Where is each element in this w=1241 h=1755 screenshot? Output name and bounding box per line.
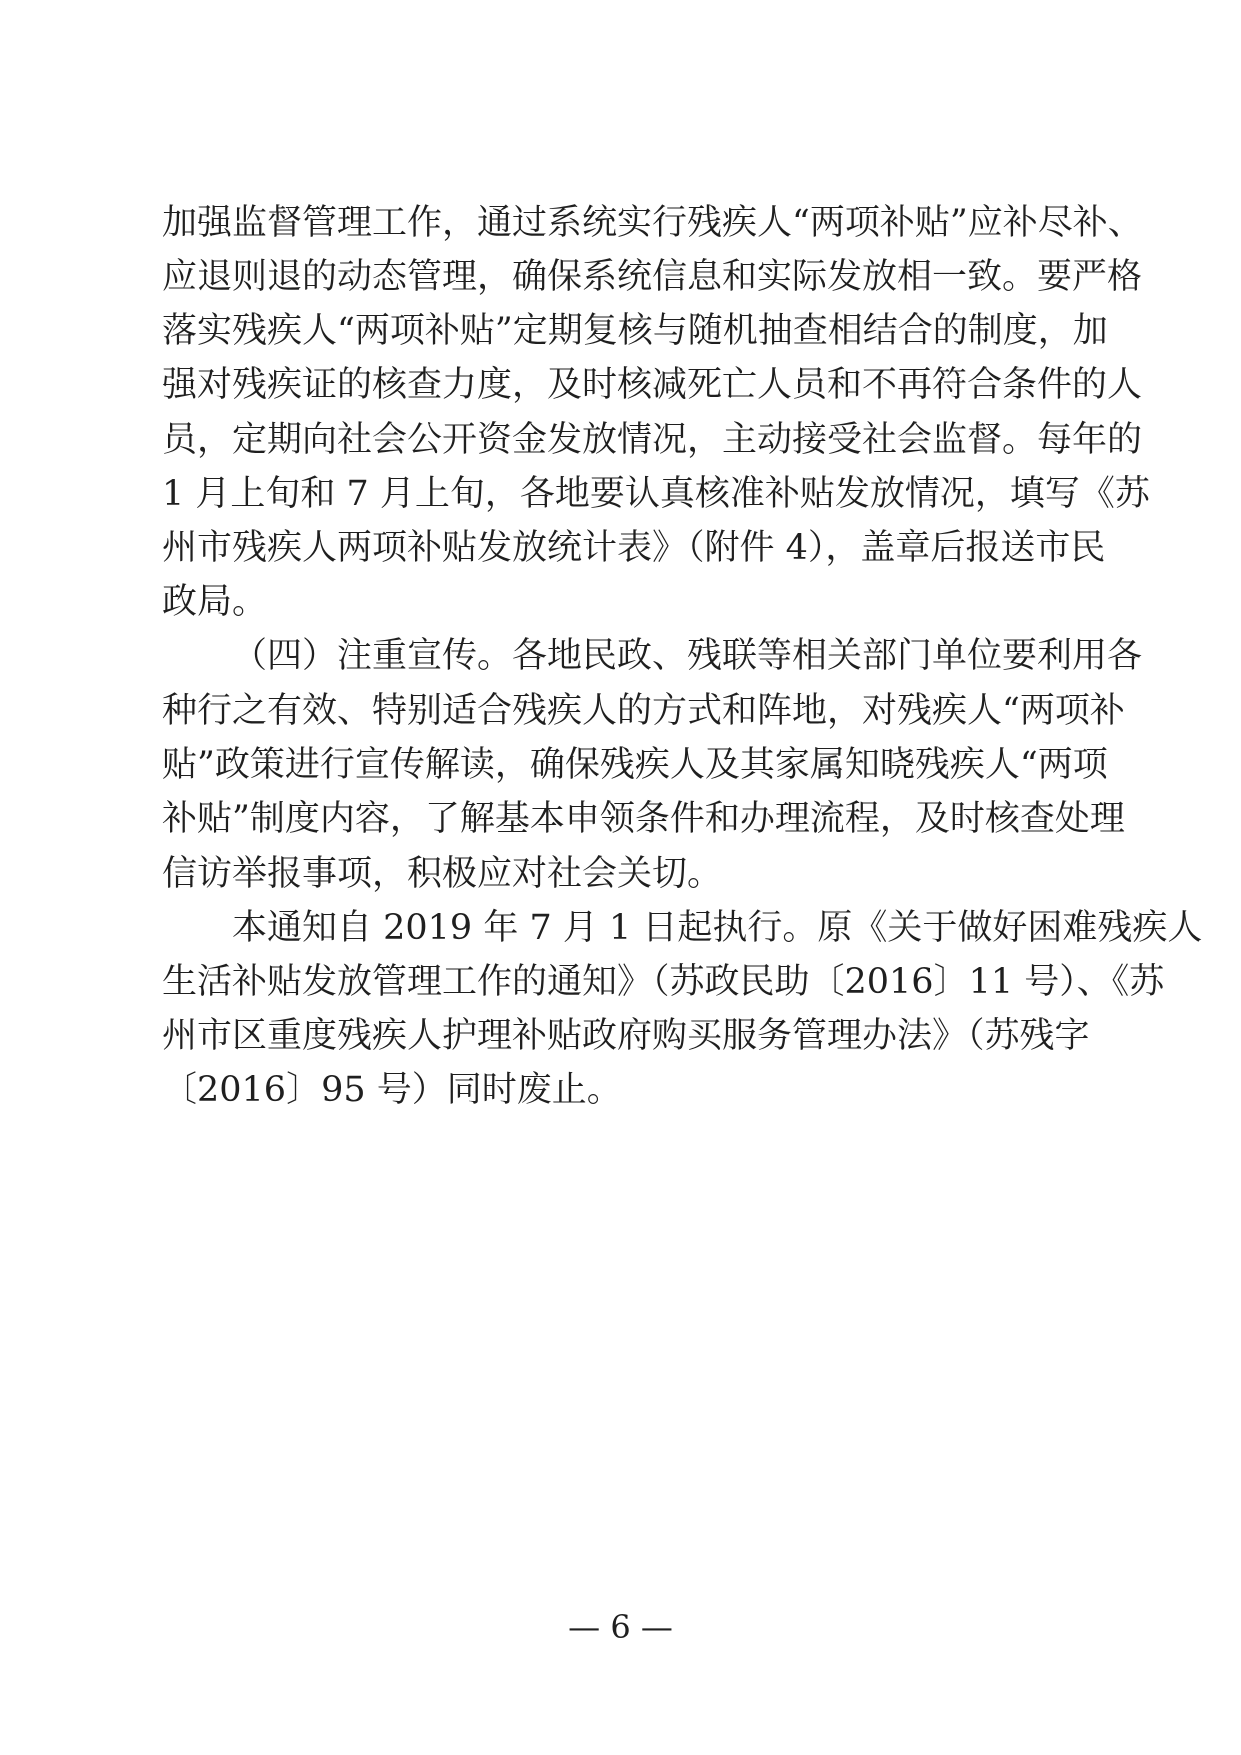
paragraph-line: 贴”政策进行宣传解读，确保残疾人及其家属知晓残疾人“两项 xyxy=(162,745,1108,785)
paragraph-line: 应退则退的动态管理，确保系统信息和实际发放相一致。要严格 xyxy=(162,257,1143,297)
paragraph-line: 1 月上旬和 7 月上旬，各地要认真核准补贴发放情况，填写《苏 xyxy=(162,474,1150,514)
paragraph-line: 种行之有效、特别适合残疾人的方式和阵地，对残疾人“两项补 xyxy=(162,691,1125,731)
paragraph-line: 信访举报事项，积极应对社会关切。 xyxy=(162,854,723,894)
paragraph-line: 本通知自 2019 年 7 月 1 日起执行。原《关于做好困难残疾人 xyxy=(232,908,1203,948)
paragraph-line: 州市区重度残疾人护理补贴政府购买服务管理办法》（苏残字 xyxy=(162,1016,1090,1056)
paragraph-line: 州市残疾人两项补贴发放统计表》（附件 4），盖章后报送市民 xyxy=(162,528,1106,568)
paragraph-line: 员，定期向社会公开资金发放情况，主动接受社会监督。每年的 xyxy=(162,420,1143,460)
paragraph-line: 加强监督管理工作，通过系统实行残疾人“两项补贴”应补尽补、 xyxy=(162,203,1143,243)
paragraph-line: 补贴”制度内容，了解基本申领条件和办理流程，及时核查处理 xyxy=(162,799,1125,839)
paragraph-line: 强对残疾证的核查力度，及时核减死亡人员和不再符合条件的人 xyxy=(162,365,1143,405)
paragraph-line: 落实残疾人“两项补贴”定期复核与随机抽查相结合的制度，加 xyxy=(162,311,1108,351)
paragraph-line: （四）注重宣传。各地民政、残联等相关部门单位要利用各 xyxy=(232,636,1143,676)
page-number: — 6 — xyxy=(568,1608,673,1646)
paragraph-line: 〔2016〕95 号）同时废止。 xyxy=(162,1070,622,1110)
paragraph-line: 政局。 xyxy=(162,582,268,622)
paragraph-line: 生活补贴发放管理工作的通知》（苏政民助〔2016〕11 号）、《苏 xyxy=(162,962,1165,1002)
